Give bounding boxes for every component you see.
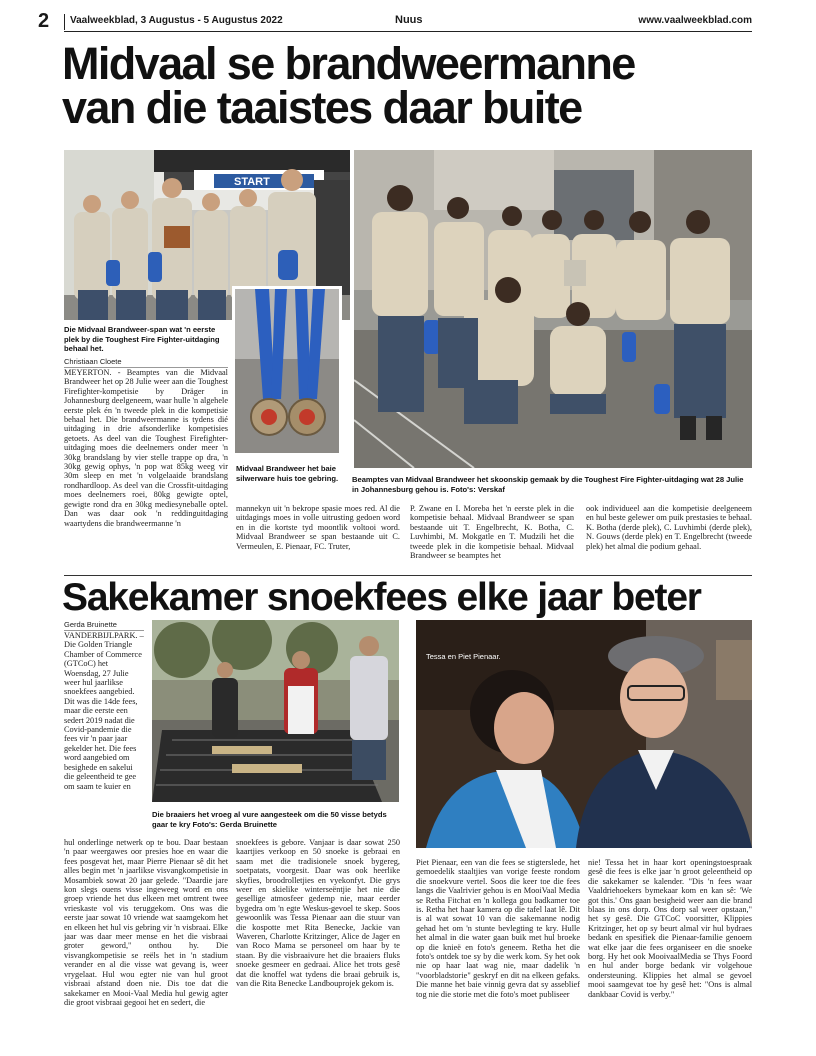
article1-column-2 bbox=[236, 504, 400, 572]
article2-column-3 bbox=[416, 858, 580, 1048]
article2-column-2-text: snoekfees is gebore. Vanjaar is daar sowat 250 kaartjies verkoop en 50 snoeke is gebraai en saam met die tradisionele snoek bygereg, soetpatats, voorgesit. Daar was ook heerlike skyfies, broodrolletjies en vyekonfyt. Die grys weer en skielike winterseëntjie het nie die gesellige atmosfeer gedemp nie, maar eerder bygedra om 'n egte Weskus-gevoel te skep. Soos gewoonlik was Tessa Pienaar aan die stuur van die kospotte met Rita Benecke, Jackie van Waveren, Charlotte Kritzinger, Alice de Jager en van Roco Mama se personeel om haar by te staan. By die visbraaivure het die braaiers fluks snoeke gesmeer en gedraai. Alice het trots gesê dat die knoffel wat tydens die braai gebruik is, van die Rita Benecke Landbouprojek gekom is. bbox=[236, 838, 400, 989]
article2-byline: Gerda Bruinette bbox=[64, 620, 144, 631]
article1-column-4-text: ook individueel aan die kompetisie deelgeneem en hul beste gelewer om puik prestasies te behaal. K. Botha (derde plek), C. Luvhimbi (derde plek), N. Gouws (derde plek) en T. Engelbrecht (tweede plek) het almal die podium gehaal. bbox=[586, 504, 752, 551]
medals-photo bbox=[232, 286, 342, 456]
page-number: 2 bbox=[38, 10, 50, 32]
article2-column-1-top-text: VANDERBIJLPARK. – Die Golden Triangle Chamber of Commerce (GTCoC) het Woensdag, 27 Julie weer hul jaarlikse snoekfees aangebied. Dit was die 14de fees, maar die eerste een sedert 2019 nadat die Covid-pandemie die fees vir 'n paar jaar gekelder het. Die fees word aangebied om besighede en sakelui die geleentheid te gee om saam te kuier en bbox=[64, 631, 144, 791]
article1-column-2-text: mannekyn uit 'n bekrope spasie moes red. Al die uitdagings moes in volle uitrusting gedoen word en in die kortste tyd moontlik voltooi word. Midvaal Brandweer se span bestaande uit C. Vermeulen, E. Pienaar, FC. Truter, bbox=[236, 504, 400, 551]
article2-column-1 bbox=[64, 838, 228, 1048]
article1-column-3-text: P. Zwane en I. Moreba het 'n eerste plek in die kompetisie behaal. Midvaal Brandweer se span bestaande uit T. Engelbrecht, K. Botha, C. Luvhimbi, M. Mokgatle en T. Mudzili het die tweede plek in die kompetisie behaal. Midvaal Brandweer se beamptes het bbox=[410, 504, 574, 561]
article2-column-1-text: hul onderlinge netwerk op te bou. Daar bestaan 'n paar weergawes oor presies hoe en waar die fees posgevat het, maar Pierre Pienaar sê dit het alles begin met 'n jaarlikse visvangkompetisie in Mosambiek sowat 20 jaar gelede. "Daardie jare kon slegs ouens visse ingeweeg word en ons groep vriende het dus elkeen met omtrent twee vrieskaste vol vis teruggekom. Ons was die eerste jaar sowat 10 vriende wat saamgekom het en elkeen het hul vis gebring vir 'n visbraai. Elke jaar was daar meer mense en het die visbraai groter geword," onthou hy. Die visvangkompetisie se reëls het in 'n stadium verander en al die visse wat gevang is, weer vrygelaat. Hul wou egter nie van hul groot visbraai afstand doen nie. Dis toe dat die sakekamer en Mooi-Vaal Media hul gewig agter die groot visbraai gegooi het en sedert, die bbox=[64, 838, 228, 1007]
medals-caption: Midvaal Brandweer het baie silwerware huis toe gebring. bbox=[236, 464, 339, 483]
article2-column-3-text: Piet Pienaar, een van die fees se stigterslede, het gemoedelik staaltjies van vorige feeste rondom die snoekvure vertel. Soos die keer toe die fees langs die Vaalrivier gehou is en MooiVaal Media se Retha Fitchat en 'n kollega gou badkamer toe is. Retha het haar kamera op die tafel laat lê. Dit is al wat sowat 10 van die sakemanne nodig gehad het om 'n stunte bevlegting te kry. Hulle het almal in die water gaan buik met hul broeke op die knieë en foto's geneem. Retha het die foto's ontdek toe sy by die werk kom. Sy het ook nie op haar laat wag nie, maar dadelik 'n "voorbladstorie" geskryf en dit na elkeen gefaks. Die manne het baie vinnig gevra dat sy asseblief tog nie die storie met die foto's moet publiseer bbox=[416, 858, 580, 999]
article1-headline-line2: van die taaistes daar buite bbox=[62, 82, 582, 133]
header-rule bbox=[64, 31, 752, 32]
article2-column-4-text: nie! Tessa het in haar kort openingstoespraak gesê die fees is elke jaar 'n groot geleentheid op die sakekamer se kalender. "Dis 'n fees waar Vaaldriehoekers bymekaar kom en kan sê: 'We got this.' Ons gaan besigheid weer aan die brand blaas in ons dorp. Ons dorp sal weer opstaan," het sy gesê. Die GTCoC voorsitter, Klippies Kritzinger, het op sy beurt almal vir hul bydraes bedank en spesifiek die Pienaar-familie genoem wat elke jaar die fees organiseer en die snoeke borg. Hy het ook MooivaalMedia se Thys Foord en hul ander borge bedank vir volgehoue ondersteuning. Klippies het almal se gevoel mooi saamgevat toe hy gesê het: "Ons is almal dankbaar Covid is verby." bbox=[588, 858, 752, 999]
braai-photo bbox=[152, 620, 399, 802]
team-group-photo bbox=[354, 150, 752, 468]
website-link[interactable]: www.vaalweekblad.com bbox=[638, 15, 752, 26]
article1-headline bbox=[62, 38, 762, 133]
article1-headline-line1: Midvaal se brandweermanne bbox=[62, 38, 635, 89]
braai-caption: Die braaiers het vroeg al vure aangesteek om die 50 visse betyds gaar te kry Foto's: Gerda Bruinette bbox=[152, 810, 387, 829]
start-banner-text: START bbox=[234, 176, 270, 188]
article1-column-4 bbox=[586, 504, 752, 572]
article2-column-2 bbox=[236, 838, 400, 1048]
article1-byline: Christiaan Cloete bbox=[64, 357, 228, 368]
article2-column-1-top bbox=[64, 631, 144, 837]
article1-column-3 bbox=[410, 504, 574, 572]
tessa-piet-photo bbox=[416, 620, 752, 848]
tessa-piet-label: Tessa en Piet Pienaar. bbox=[426, 652, 501, 661]
team-photo-caption: Die Midvaal Brandweer-span wat 'n eerste plek by die Toughest Fire Fighter-uitdaging behaal het. bbox=[64, 325, 220, 353]
article1-column-1 bbox=[64, 368, 228, 572]
header-divider bbox=[64, 14, 65, 30]
main-photo-caption: Beamptes van Midvaal Brandweer het skoonskip gemaak by die Toughest Fire Fighter-uitdaging wat 28 Julie in Johannesburg gehou is. Foto's: Verskaf bbox=[352, 475, 744, 494]
issue-date: Vaalweekblad, 3 Augustus - 5 Augustus 2022 bbox=[70, 15, 283, 26]
article2-column-4 bbox=[588, 858, 752, 1048]
section-name: Nuus bbox=[395, 14, 423, 26]
article1-column-1-text: MEYERTON. - Beamptes van die Midvaal Brandweer het op 28 Julie weer aan die Toughest Firefighter-kompetisie by Dräger in Johannesburg deelgeneem, waar hulle 'n algehele eerste plek én 'n tweede plek in die kompetisie behaal het. Die brandweermanne is tydens dié uitdaging in drie afsonderlike kompetisies getoets. As deel van die Toughest Firefighter-uitdaging moes die deelnemers onder meer 'n 30kg brandslang by vier stelle trappe op dra, 'n 30kg gewig ophys, 'n pop wat 85kg weeg vir 30m sleep en met 'n volgelaaide brandslang rondhardloop. As deel van die Crossfit-uitdaging moes deelnemers roei, 80kg gewigte optel, gewigte rond dra en 30kg mediesyneballe optel. Dan was daar ook 'n reddinguitdaging waartydens die brandweermanne 'n bbox=[64, 368, 228, 528]
article2-headline: Sakekamer snoekfees elke jaar beter bbox=[62, 576, 701, 619]
